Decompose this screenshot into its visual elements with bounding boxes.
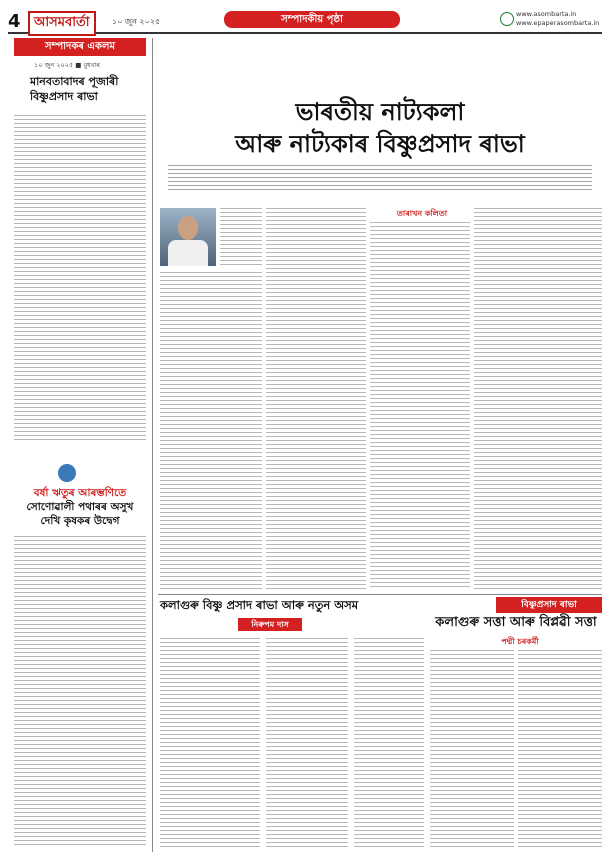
poem-body-col-3 <box>354 638 424 848</box>
poem-author-tag <box>238 618 302 631</box>
main-article-col-2 <box>266 208 366 590</box>
editorial-header-text: সম্পাদকৰ একলম <box>44 41 116 52</box>
side-article-col-1 <box>430 650 514 848</box>
column-title-line-3: দেখি কৃষকৰ উদ্বেগ <box>40 515 120 527</box>
author-shirt <box>168 240 208 266</box>
section-title: সম্পাদকীয় পৃষ্ঠা <box>281 14 343 25</box>
main-title-line-2: আৰু নাট্যকাৰ বিষ্ণুপ্ৰসাদ ৰাভা <box>235 130 525 158</box>
poem-author-text: নিৰুপম দাস <box>251 620 289 629</box>
poem-body-col-2 <box>266 638 348 848</box>
section-banner <box>224 11 400 28</box>
poem-title: কলাগুৰু বিষ্ণু প্ৰসাদ ৰাভা আৰু নতুন অসম <box>160 598 359 612</box>
side-article-title: কলাগুৰু সত্তা আৰু বিপ্লৱী সত্তা <box>435 615 597 630</box>
website-url-1: www.asombarta.in <box>516 10 577 18</box>
main-article-bottom-rule <box>158 594 602 595</box>
editorial-title-text: মানবতাবাদৰ পূজাৰী বিষ্ণুপ্ৰসাদ ৰাভা <box>30 75 119 103</box>
main-article-col-1 <box>160 272 262 590</box>
editorial-date: ১০ জুন ২০২৫ ■ বুধবাৰ <box>34 61 100 69</box>
website-url-2: www.epaperasombarta.in <box>516 19 600 27</box>
author-face <box>178 216 198 240</box>
main-article-byline: তাৰাখন কলিতা <box>396 209 448 218</box>
main-article-col-4 <box>474 208 602 590</box>
main-article-lead <box>168 165 592 191</box>
column-divider <box>152 38 153 852</box>
editorial-title <box>30 74 140 104</box>
author-photo <box>160 208 216 266</box>
main-article-title <box>158 96 602 160</box>
side-article-tag-text: বিষ্ণুপ্ৰসাদ ৰাভা <box>521 600 577 610</box>
main-article-col-3 <box>370 222 470 590</box>
column-piece-title <box>14 486 146 528</box>
masthead <box>8 10 602 34</box>
column-title-line-2: সোণোৱালী পথাৰৰ অসুখ <box>26 501 134 513</box>
author-bio <box>220 208 262 266</box>
page-number: 4 <box>8 11 21 32</box>
column-title-line-1: বৰ্ষা ঋতুৰ আৰম্ভণিতে <box>33 487 127 499</box>
side-article-col-2 <box>518 650 602 848</box>
editorial-header <box>14 38 146 56</box>
side-article-tag <box>496 597 602 613</box>
editorial-body <box>14 115 146 440</box>
column-logo-icon <box>58 464 76 482</box>
newspaper-logo <box>28 11 96 36</box>
column-piece-body <box>14 536 146 846</box>
globe-icon <box>500 12 514 26</box>
masthead-date: ১০ জুন ২০২৫ <box>112 17 161 26</box>
poem-body-col-1 <box>160 638 260 848</box>
side-article-author: পদ্মী চৰকৰ্মী <box>501 637 539 646</box>
logo-text: আসমবাৰ্তা <box>34 15 90 30</box>
main-title-line-1: ভাৰতীয় নাট্যকলা <box>295 98 465 126</box>
